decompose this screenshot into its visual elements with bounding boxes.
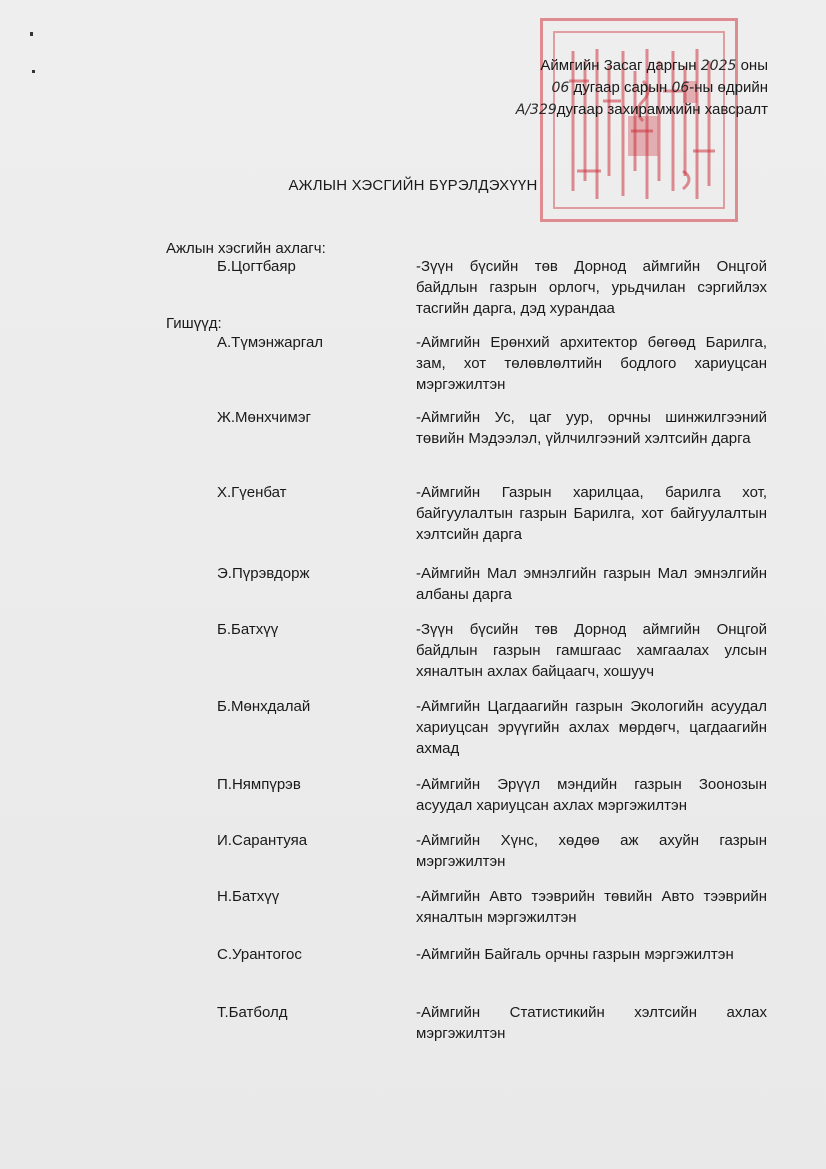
member-role: -Аймгийн Ерөнхий архитектор бөгөөд Барилга, зам, хот төлөвлөлтийн бодлого хариуцсан мэргэжилтэн (416, 334, 767, 393)
leader-label: Ажлын хэсгийн ахлагч: (166, 240, 326, 257)
header-line-2-suffix: -ны өдрийн (689, 79, 768, 96)
handwritten-decree-number: А/329 (515, 102, 557, 118)
header-line-2-mid: дугаар сарын (573, 79, 668, 96)
header-line-3-suffix: дугаар захирамжийн хавсралт (556, 101, 768, 118)
member-name: П.Нямпүрэв (217, 776, 301, 793)
member-role: -Аймгийн Газрын харилцаа, барилга хот, байгуулалтын газрын Барилга, хот байгуулалтын хэлтсийн дарга (416, 484, 767, 543)
member-role: -Аймгийн Авто тээврийн төвийн Авто тээврийн хяналтын мэргэжилтэн (416, 888, 767, 926)
header-line-1 (468, 55, 768, 77)
member-role: -Аймгийн Хүнс, хөдөө аж ахуйн газрын мэргэжилтэн (416, 832, 767, 870)
scan-mark (30, 32, 33, 36)
decree-annex-header (468, 55, 768, 121)
member-name: Н.Батхүү (217, 888, 280, 905)
member-name: Б.Мөнхдалай (217, 698, 311, 715)
member-name: И.Сарантуяа (217, 832, 308, 849)
member-role: -Аймгийн Байгаль орчны газрын мэргэжилтэн (416, 946, 734, 963)
handwritten-month: 06 (551, 80, 570, 96)
header-line-1-prefix: Аймгийн Засаг даргын (540, 57, 697, 74)
handwritten-day: 06 (671, 80, 690, 96)
header-line-1-suffix: оны (740, 57, 768, 74)
header-line-2 (468, 77, 768, 99)
member-name: Э.Пүрэвдорж (217, 565, 310, 582)
document-title: АЖЛЫН ХЭСГИЙН БҮРЭЛДЭХҮҮН (288, 177, 538, 194)
member-name: Х.Гүенбат (217, 484, 287, 501)
member-role: -Аймгийн Мал эмнэлгийн газрын Мал эмнэлгийн албаны дарга (416, 565, 767, 603)
member-role: -Аймгийн Цагдаагийн газрын Экологийн асуудал хариуцсан эрүүгийн ахлах мөрдөгч, цагдаагийн ахмад (416, 698, 767, 757)
leader-role: -Зүүн бүсийн төв Дорнод аймгийн Онцгой байдлын газрын орлогч, урьдчилан сэргийлэх тасгийн дарга, дэд хурандаа (416, 258, 767, 317)
seal-script-pattern (543, 21, 741, 225)
member-name: Ж.Мөнхчимэг (217, 409, 311, 426)
leader-name: Б.Цогтбаяр (217, 258, 296, 275)
member-role: -Зүүн бүсийн төв Дорнод аймгийн Онцгой байдлын газрын гамшгаас хамгаалах улсын хяналтын ахлах байцаагч, хошууч (416, 621, 767, 680)
member-name: Т.Батболд (217, 1004, 288, 1021)
header-line-3 (468, 99, 768, 121)
scan-mark (32, 70, 35, 73)
member-role: -Аймгийн Статистикийн хэлтсийн ахлах мэргэжилтэн (416, 1004, 767, 1042)
handwritten-year: 2025 (700, 58, 737, 74)
member-role: -Аймгийн Эрүүл мэндийн газрын Зоонозын асуудал хариуцсан ахлах мэргэжилтэн (416, 776, 767, 814)
member-name: С.Урантогос (217, 946, 302, 963)
member-name: А.Түмэнжаргал (217, 334, 324, 351)
member-name: Б.Батхүү (217, 621, 279, 638)
member-role: -Аймгийн Ус, цаг уур, орчны шинжилгээний төвийн Мэдээлэл, үйлчилгээний хэлтсийн дарга (416, 409, 767, 447)
members-label: Гишүүд: (166, 315, 222, 332)
